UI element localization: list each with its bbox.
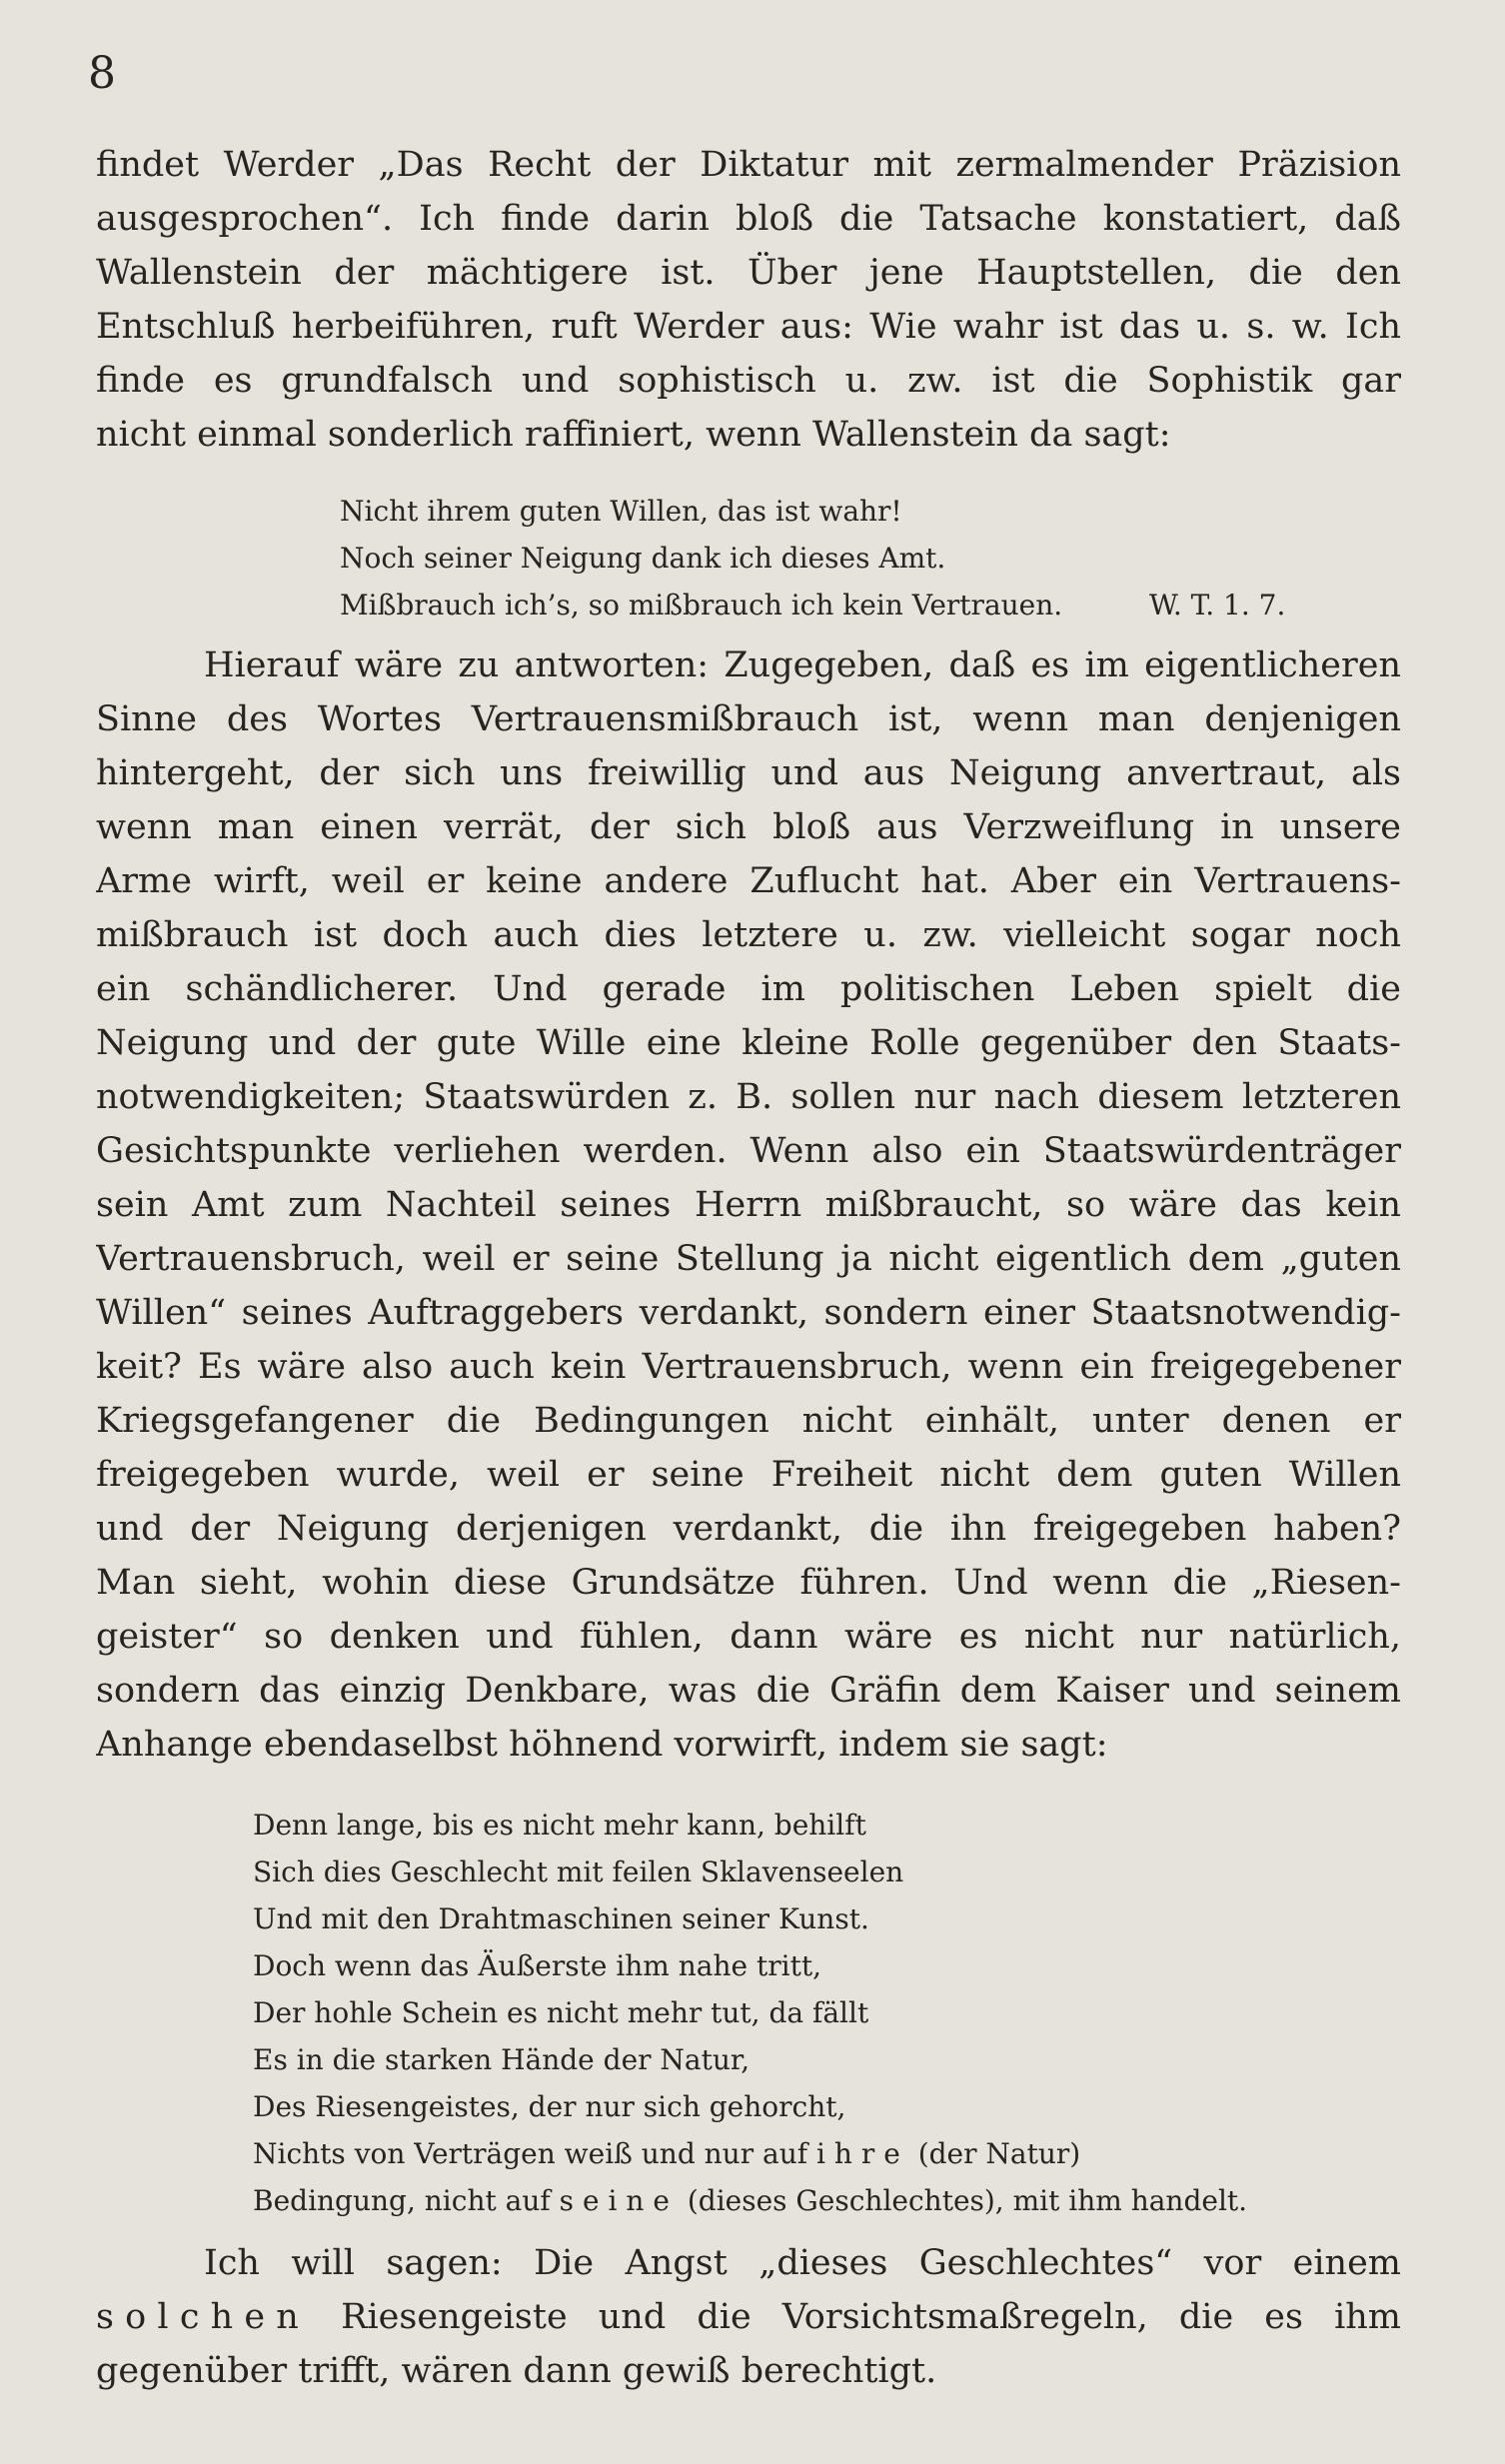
- text-line: freigegeben wurde, weil er seine Freiheit nicht dem guten Willen: [96, 1455, 1401, 1495]
- text-line: Kriegsgefangener die Bedingungen nicht einhält, unter denen er: [96, 1401, 1401, 1441]
- verse-line: Der hohle Schein es nicht mehr tut, da fällt: [253, 1996, 869, 2029]
- text-line: Neigung und der gute Wille eine kleine Rolle gegenüber den Staats-: [96, 1023, 1401, 1063]
- text-line: hintergeht, der sich uns freiwillig und aus Neigung anvertraut, als: [96, 753, 1401, 793]
- text-line: notwendigkeiten; Staatswürden z. B. sollen nur nach diesem letzteren: [96, 1077, 1401, 1117]
- verse-line: [253, 2177, 1432, 2224]
- text-line: Willen“ seines Auftraggebers verdankt, sondern einer Staatsnotwendig-: [96, 1293, 1401, 1333]
- text-fragment: Riesengeiste und die Vorsichtsmaßregeln, die es ihm: [341, 2297, 1401, 2337]
- text-line: Gesichtspunkte verliehen werden. Wenn also ein Staatswürdenträger: [96, 1131, 1401, 1171]
- emphasized-word: solchen: [96, 2297, 311, 2337]
- text-line: Vertrauensbruch, weil er seine Stellung ja nicht eigentlich dem „guten: [96, 1239, 1401, 1279]
- text-line: sondern das einzig Denkbare, was die Gräfin dem Kaiser und seinem: [96, 1671, 1401, 1711]
- verse-line: Doch wenn das Äußerste ihm nahe tritt,: [253, 1949, 821, 1982]
- text-line: [96, 2290, 1401, 2344]
- verse-quote-1: [340, 488, 1419, 628]
- verse-line: [340, 582, 1419, 628]
- text-line: ausgesprochen“. Ich finde darin bloß die Tatsache konstatiert, daß: [96, 199, 1401, 239]
- page-number: 8: [88, 48, 116, 99]
- text-line: Ich will sagen: Die Angst „dieses Geschlechtes“ vor einem: [204, 2243, 1401, 2283]
- text-line: Hierauf wäre zu antworten: Zugegeben, daß es im eigentlicheren: [204, 645, 1401, 685]
- verse-text: Mißbrauch ich’s, so mißbrauch ich kein Vertrauen.: [340, 589, 1063, 621]
- text-line: ein schändlicherer. Und gerade im politischen Leben spielt die: [96, 969, 1401, 1009]
- text-line: nicht einmal sonderlich raffiniert, wenn Wallenstein da sagt:: [96, 415, 1171, 455]
- paragraph-3: [96, 2236, 1401, 2398]
- verse-line: Noch seiner Neigung dank ich dieses Amt.: [340, 542, 946, 575]
- emphasized-word: seine: [559, 2184, 679, 2217]
- text-line: finde es grundfalsch und sophistisch u. zw. ist die Sophistik gar: [96, 361, 1401, 401]
- verse-text: Bedingung, nicht auf: [253, 2184, 551, 2217]
- verse-line: Es in die starken Hände der Natur,: [253, 2043, 751, 2076]
- text-line: gegenüber trifft, wären dann gewiß berechtigt.: [96, 2351, 937, 2391]
- verse-line: Und mit den Drahtmaschinen seiner Kunst.: [253, 1902, 869, 1935]
- text-line: geister“ so denken und fühlen, dann wäre es nicht nur natürlich,: [96, 1617, 1401, 1657]
- emphasized-word: ihre: [816, 2137, 909, 2170]
- text-line: Sinne des Wortes Vertrauensmißbrauch ist, wenn man denjenigen: [96, 699, 1401, 739]
- text-line: Wallenstein der mächtigere ist. Über jene Hauptstellen, die den: [96, 253, 1401, 293]
- text-line: wenn man einen verrät, der sich bloß aus Verzweiflung in unsere: [96, 807, 1401, 847]
- text-line: findet Werder „Das Recht der Diktatur mit zermalmender Präzision: [96, 145, 1401, 185]
- text-line: Arme wirft, weil er keine andere Zuflucht hat. Aber ein Vertrauens-: [96, 861, 1401, 901]
- verse-text: Nichts von Verträgen weiß und nur auf: [253, 2137, 808, 2170]
- paragraph-1: [96, 138, 1401, 462]
- verse-quote-2: [253, 1802, 1432, 2224]
- text-line: und der Neigung derjenigen verdankt, die ihn freigegeben haben?: [96, 1509, 1401, 1549]
- text-line: keit? Es wäre also auch kein Vertrauensbruch, wenn ein freigegebener: [96, 1347, 1401, 1387]
- text-line: Entschluß herbeiführen, ruft Werder aus: Wie wahr ist das u. s. w. Ich: [96, 307, 1401, 347]
- verse-line: Nicht ihrem guten Willen, das ist wahr!: [340, 495, 902, 528]
- verse-line: [253, 2130, 1432, 2177]
- text-line: Man sieht, wohin diese Grundsätze führen. Und wenn die „Riesen-: [96, 1563, 1401, 1603]
- text-line: sein Amt zum Nachteil seines Herrn mißbraucht, so wäre das kein: [96, 1185, 1401, 1225]
- text-line: mißbrauch ist doch auch dies letztere u. zw. vielleicht sogar noch: [96, 915, 1401, 955]
- paragraph-2: [96, 638, 1401, 1772]
- verse-text: (dieses Geschlechtes), mit ihm handelt.: [687, 2184, 1248, 2217]
- text-line: Anhange ebendaselbst höhnend vorwirft, indem sie sagt:: [96, 1725, 1108, 1765]
- verse-line: Des Riesengeistes, der nur sich gehorcht,: [253, 2090, 846, 2123]
- verse-text: (der Natur): [917, 2137, 1081, 2170]
- verse-line: Sich dies Geschlecht mit feilen Sklavenseelen: [253, 1855, 904, 1888]
- verse-line: Denn lange, bis es nicht mehr kann, behilft: [253, 1809, 866, 1842]
- verse-reference: W. T. 1. 7.: [1149, 589, 1286, 621]
